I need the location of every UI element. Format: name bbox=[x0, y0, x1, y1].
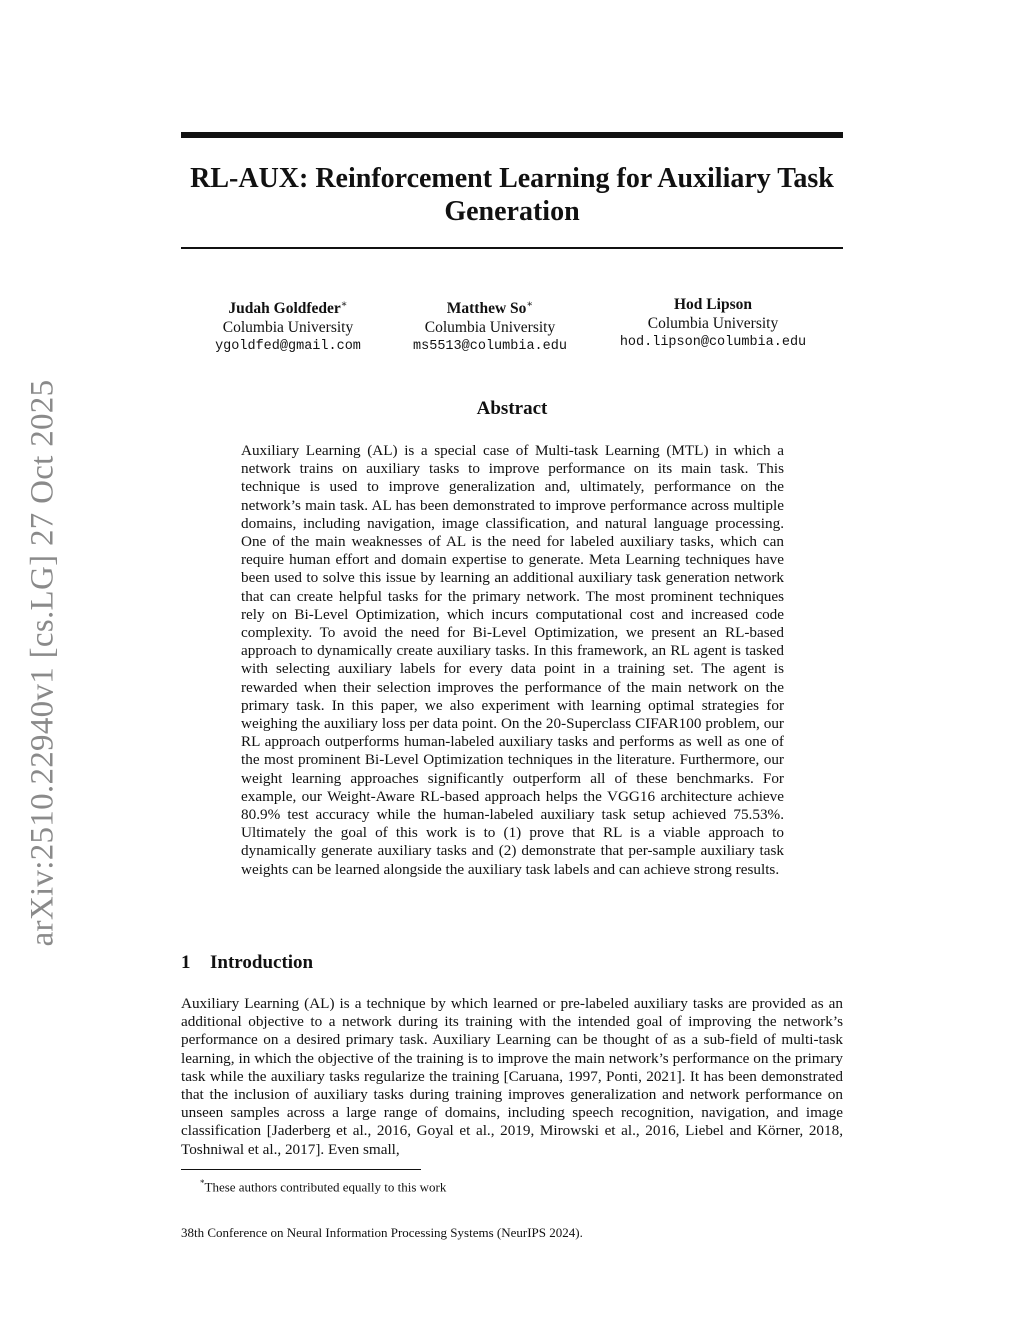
author-block bbox=[198, 295, 378, 356]
arxiv-stamp: arXiv:2510.22940v1 [cs.LG] 27 Oct 2025 bbox=[24, 379, 61, 947]
section-title: Introduction bbox=[210, 952, 314, 973]
section-number: 1 bbox=[181, 952, 191, 973]
title-bottom-rule bbox=[181, 247, 843, 249]
author-block bbox=[603, 295, 823, 352]
footnote-text: These authors contributed equally to this work bbox=[204, 1179, 447, 1195]
author-affiliation: Columbia University bbox=[222, 319, 354, 337]
author-email[interactable]: ygoldfed@gmail.com bbox=[215, 339, 361, 355]
author-name: Hod Lipson bbox=[674, 296, 752, 313]
abstract-text: Auxiliary Learning (AL) is a special case of Multi-task Learning (MTL) in which a network trains on auxiliary tasks to improve performance on its main task. This technique is used to improve generalization and, ultimately, performance on the network’s main task. AL has been demonstrated to improve performance across multiple domains, including navigation, image classification, and natural language processing. One of the main weaknesses of AL is the need for labeled auxiliary tasks, which can require human effort and domain expertise to generate. Meta Learning techniques have been used to solve this issue by learning an additional auxiliary task generation network that can create helpful tasks for the primary network. The most prominent techniques rely on Bi-Level Optimization, which incurs computational cost and increased code complexity. To avoid the need for Bi-Level Optimization, we present an RL-based approach to dynamically create auxiliary tasks. In this framework, an RL agent is tasked with selecting auxiliary labels for every data point in a training set. The agent is rewarded when their selection improves the performance of the main network on the primary task. In this paper, we also experiment with learning optimal strategies for weighing the auxiliary loss per data point. On the 20-Superclass CIFAR100 problem, our RL approach outperforms human-labeled auxiliary tasks and performs as well as one of the most prominent Bi-Level Optimization techniques in the literature. Furthermore, our weight learning approaches significantly outperform all of these benchmarks. For example, our Weight-Aware RL-based approach helps the VGG16 architecture achieve 80.9% test accuracy while the human-labeled auxiliary task setup achieved 75.53%. Ultimately the goal of this work is to (1) prove that RL is a viable approach to dynamically generate auxiliary tasks and (2) demonstrate that per-sample auxiliary task weights can be learned alongside the auxiliary task labels and can achieve strong results. bbox=[241, 442, 784, 878]
title-top-rule bbox=[181, 132, 843, 138]
abstract-heading: Abstract bbox=[476, 398, 548, 419]
author-email[interactable]: ms5513@columbia.edu bbox=[413, 339, 567, 355]
author-email[interactable]: hod.lipson@columbia.edu bbox=[619, 335, 807, 350]
author-affiliation: Columbia University bbox=[647, 315, 779, 332]
footnote-mark: * bbox=[200, 1178, 205, 1188]
paper-title: RL-AUX: Reinforcement Learning for Auxiliary Task Generation bbox=[190, 163, 834, 227]
venue-note: 38th Conference on Neural Information Processing Systems (NeurIPS 2024). bbox=[181, 1225, 583, 1240]
section-heading bbox=[181, 952, 313, 974]
author-name: Judah Goldfeder bbox=[228, 300, 341, 318]
introduction-text: Auxiliary Learning (AL) is a technique by which learned or pre-labeled auxiliary tasks are provided as an additional objective to a network during its training with the intended goal of improving the network’s performance on a desired primary task. Auxiliary Learning can be thought of as a sub-field of multi-task learning, in which the objective of the training is to improve the main network’s performance on the primary task while the auxiliary tasks regularize the training [Caruana, 1997, Ponti, 2021]. It has been demonstrated that the inclusion of auxiliary tasks during training improves generalization and network performance on unseen samples across a large range of domains, including speech recognition, navigation, and image classification [Jaderberg et al., 2016, Goyal et al., 2019, Mirowski et al., 2016, Liebel and Körner, 2018, Toshniwal et al., 2017]. Even small, bbox=[181, 995, 843, 1158]
author-affiliation: Columbia University bbox=[424, 319, 556, 337]
author-block bbox=[400, 295, 580, 356]
footnote-rule bbox=[181, 1169, 421, 1170]
author-name: Matthew So bbox=[446, 300, 527, 318]
equal-contribution-mark: ∗ bbox=[340, 299, 348, 310]
equal-contribution-mark: ∗ bbox=[526, 299, 534, 310]
footnote bbox=[200, 1175, 446, 1195]
